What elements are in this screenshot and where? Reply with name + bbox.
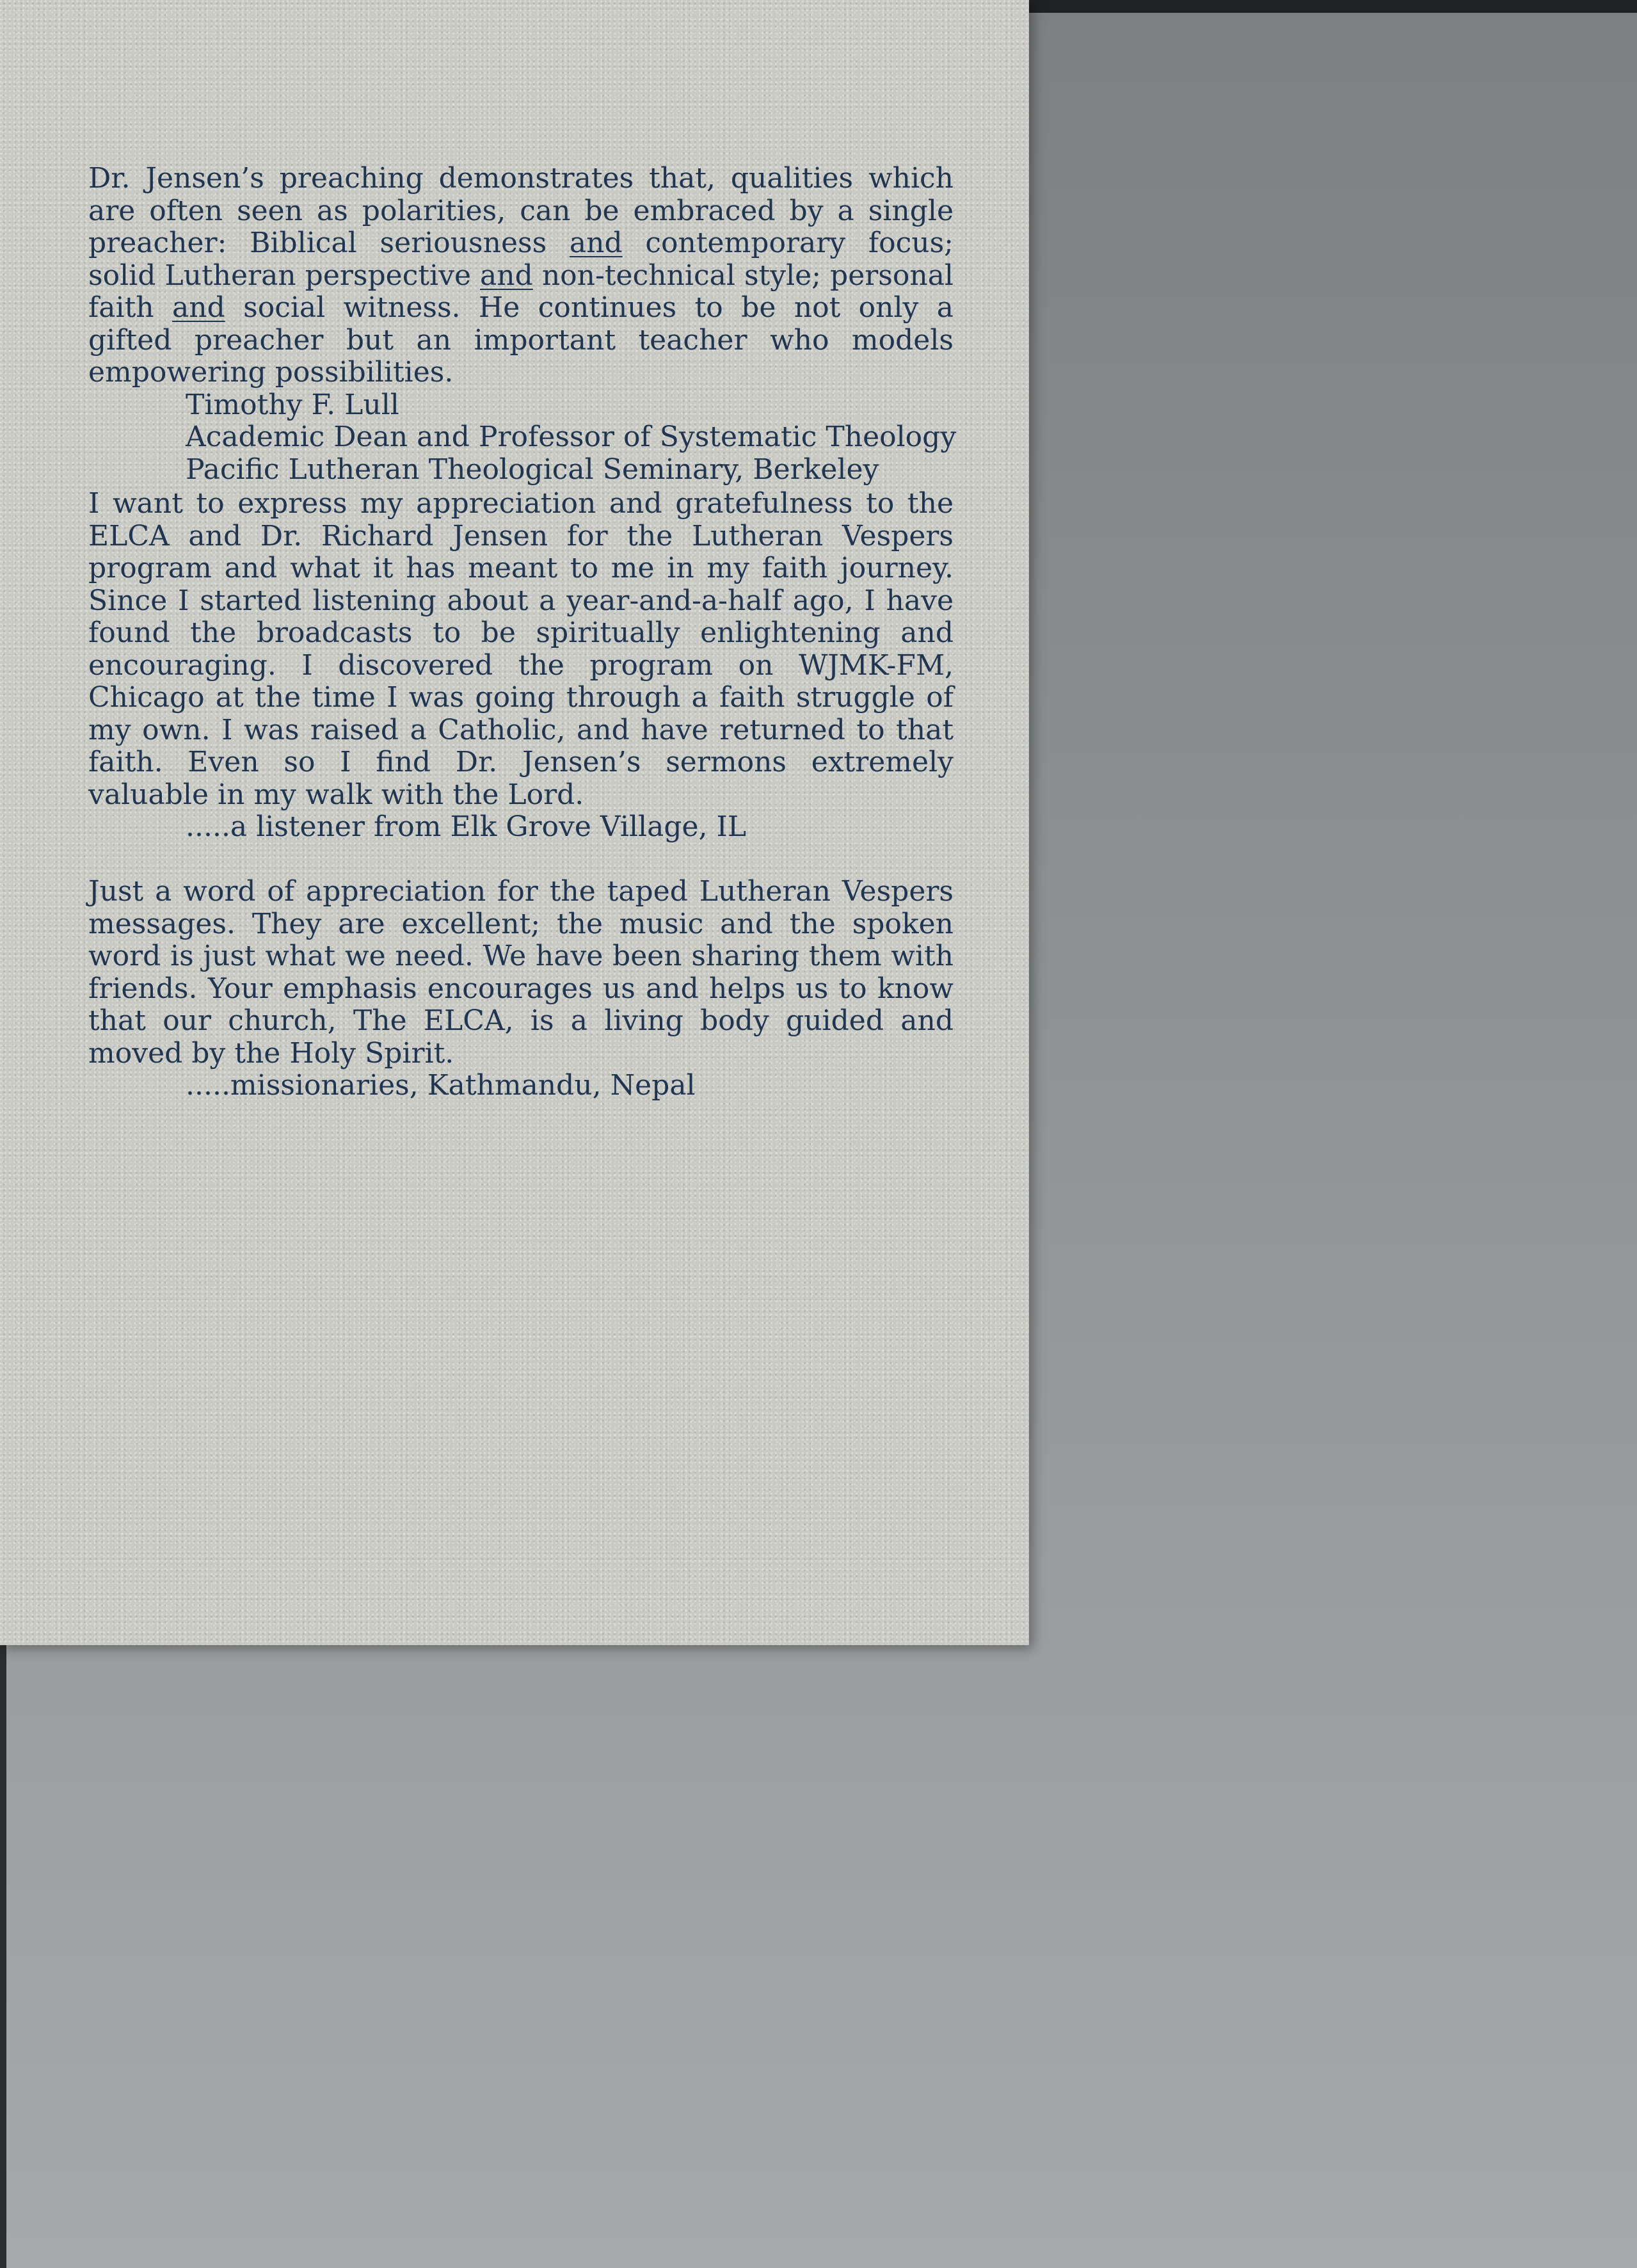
emphasis-and: and bbox=[172, 291, 225, 324]
testimonial-text: I want to express my appreciation and gratefulness to the ELCA and Dr. Richard Jensen for the Lutheran Vespers program and what it has meant to me in my faith journey. Since I started listening about a year-and-a-half ago, I have found the broadcasts to be spiritually enlightening and encouraging. I discovered the program on WJMK-FM, Chicago at the time I was going through a faith struggle of my own. I was raised a Catholic, and have returned to that faith. Even so I find Dr. Jensen’s sermons extremely valuable in my walk with the Lord. bbox=[88, 487, 954, 811]
testimonial-lull bbox=[88, 162, 957, 486]
scan-left-edge bbox=[0, 1645, 6, 2268]
attribution-name: .....missionaries, Kathmandu, Nepal bbox=[186, 1069, 696, 1102]
testimonial-missionaries bbox=[88, 876, 954, 1102]
book-back-cover bbox=[0, 0, 1029, 1645]
testimonial-listener bbox=[88, 488, 954, 844]
testimonial-text: Dr. Jensen’s preaching demonstrates that, qualities which are often seen as polarities, can be embraced by a single preacher: Biblical seriousness and contemporary focus; solid Lutheran perspective and non-technical style; personal faith and social witness. He continues to be not only a gifted preacher but an important teacher who models empowering possibilities. bbox=[88, 162, 954, 389]
testimonial-text: Just a word of appreciation for the taped Lutheran Vespers messages. They are excellent; the music and the spoken word is just what we need. We have been sharing them with friends. Your emphasis encourages us and helps us to know that our church, The ELCA, is a living body guided and moved by the Holy Spirit. bbox=[88, 875, 954, 1070]
emphasis-and: and bbox=[480, 259, 533, 292]
attribution-institution: Pacific Lutheran Theological Seminary, Berkeley bbox=[186, 453, 879, 486]
emphasis-and: and bbox=[569, 227, 623, 259]
attribution-name: .....a listener from Elk Grove Village, IL bbox=[186, 810, 747, 843]
attribution-name: Timothy F. Lull bbox=[186, 388, 399, 421]
attribution-title: Academic Dean and Professor of Systematic Theology bbox=[186, 421, 957, 453]
